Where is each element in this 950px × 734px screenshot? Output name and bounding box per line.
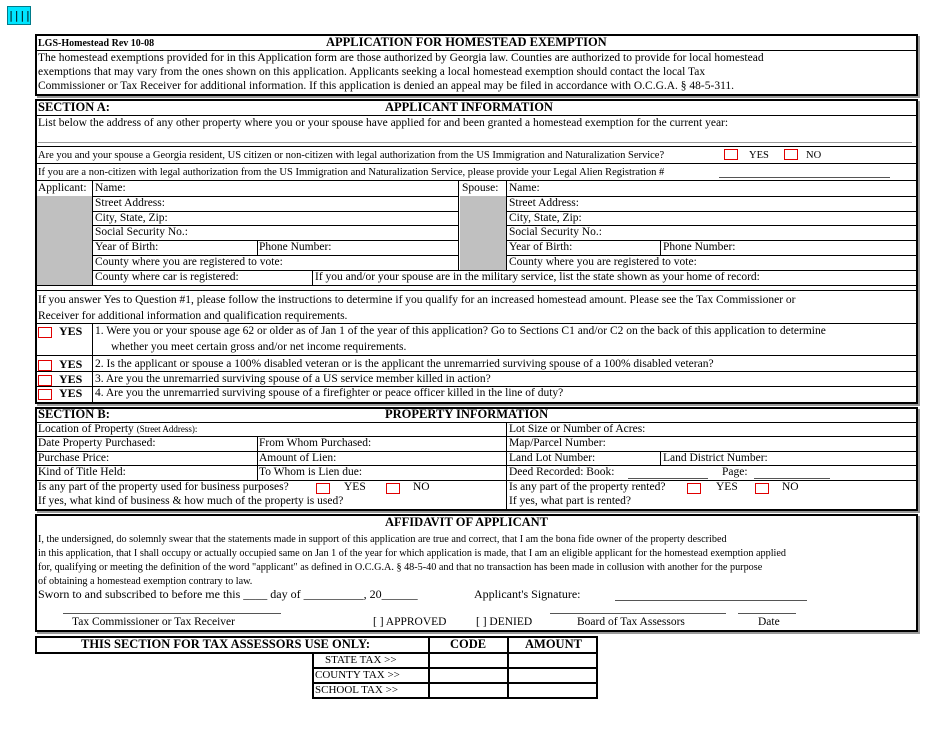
denied-option[interactable]: [ ] DENIED: [476, 616, 533, 628]
affidavit-line-2: in this application, that I shall occupy or actually occupied same on Jan 1 of the year for which application is made, that I am an eligible applicant for the homestead exemption applied: [38, 548, 786, 559]
spouse-name-field[interactable]: Name:: [509, 182, 540, 194]
business-no-checkbox[interactable]: [386, 483, 400, 494]
date-purchased-field[interactable]: Date Property Purchased:: [38, 437, 156, 449]
county-tax-label: COUNTY TAX >>: [315, 669, 400, 681]
spouse-city-field[interactable]: City, State, Zip:: [509, 212, 582, 224]
applicant-vote-county-field[interactable]: County where you are registered to vote:: [95, 256, 283, 268]
school-amount-cell[interactable]: [509, 684, 595, 696]
from-whom-field[interactable]: From Whom Purchased:: [259, 437, 372, 449]
q1-text: 1. Were you or your spouse age 62 or older as of Jan 1 of the year of this application? Go to Sections C1 and/or C2 on the back of this application to determine: [95, 325, 826, 337]
affidavit-line-3: for, qualifying or meeting the definition of the word "applicant" as defined in O.C.G.A. § 48-5-40 and that no transaction has been made in collusion with another for the purpose: [38, 562, 763, 573]
county-amount-cell[interactable]: [509, 669, 595, 681]
section-b-label: SECTION B:: [38, 407, 110, 421]
q2-yes-label: YES: [59, 357, 83, 371]
applicant-label: Applicant:: [38, 182, 87, 194]
form-id: LGS-Homestead Rev 10-08: [38, 38, 155, 49]
q4-yes-label: YES: [59, 386, 83, 400]
spouse-yob-field[interactable]: Year of Birth:: [509, 241, 573, 253]
tax-commissioner-label: Tax Commissioner or Tax Receiver: [72, 616, 235, 628]
other-property-field[interactable]: [38, 142, 912, 143]
applicant-city-field[interactable]: City, State, Zip:: [95, 212, 168, 224]
business-yes-label: YES: [344, 481, 366, 493]
rented-if-yes[interactable]: If yes, what part is rented?: [509, 495, 631, 507]
sworn-statement[interactable]: Sworn to and subscribed to before me this ____ day of __________, 20______: [38, 587, 418, 601]
amount-header: AMOUNT: [525, 637, 582, 651]
deed-page-field[interactable]: Page:: [722, 466, 748, 478]
state-tax-label: STATE TAX >>: [325, 654, 397, 666]
spouse-ssn-field[interactable]: Social Security No.:: [509, 226, 602, 238]
q2-text: 2. Is the applicant or spouse a 100% disabled veteran or is the applicant the unremarried surviving spouse of a 100% disabled veteran?: [95, 358, 714, 370]
military-state-field[interactable]: If you and/or your spouse are in the military service, list the state shown as your home of record:: [315, 271, 760, 283]
noncitizen-prompt: If you are a non-citizen with legal authorization from the US Immigration and Naturalization Service, please provide your Legal Alien Registration #: [38, 167, 665, 178]
rented-question: Is any part of the property rented?: [509, 481, 666, 493]
rented-no-checkbox[interactable]: [755, 483, 769, 494]
affidavit-line-1: I, the undersigned, do solemnly swear that the statements made in support of this application are true and correct, that I am the bona fide owner of the property described: [38, 534, 727, 545]
applicant-signature-line[interactable]: [615, 600, 807, 601]
state-code-cell[interactable]: [430, 654, 506, 666]
location-field[interactable]: Location of Property (Street Address):: [38, 423, 198, 435]
section-b-title: PROPERTY INFORMATION: [385, 407, 549, 421]
rented-yes-checkbox[interactable]: [687, 483, 701, 494]
page-title: APPLICATION FOR HOMESTEAD EXEMPTION: [326, 35, 607, 49]
spouse-street-field[interactable]: Street Address:: [509, 197, 579, 209]
board-signature-line[interactable]: [550, 613, 726, 614]
alien-registration-field[interactable]: [719, 177, 890, 178]
intro-line-1: The homestead exemptions provided for in this Application form are those authorized by Georgia law. Counties are authorized to provide for local homestead: [38, 52, 764, 64]
lien-to-field[interactable]: To Whom is Lien due:: [259, 466, 363, 478]
resident-no-checkbox[interactable]: [784, 149, 798, 160]
map-parcel-field[interactable]: Map/Parcel Number:: [509, 437, 606, 449]
rented-yes-label: YES: [716, 481, 738, 493]
spouse-phone-field[interactable]: Phone Number:: [663, 241, 736, 253]
applicant-street-field[interactable]: Street Address:: [95, 197, 165, 209]
q2-yes-checkbox[interactable]: [38, 360, 52, 371]
land-lot-field[interactable]: Land Lot Number:: [509, 452, 596, 464]
purchase-price-field[interactable]: Purchase Price:: [38, 452, 110, 464]
resident-yes-label: YES: [749, 150, 769, 161]
applicant-name-field[interactable]: Name:: [95, 182, 126, 194]
yes-note-line-1: If you answer Yes to Question #1, please follow the instructions to determine if you qualify for an increased homestead amount. Please see the Tax Commissioner or: [38, 294, 796, 306]
applicant-car-county-field[interactable]: County where car is registered:: [95, 271, 239, 283]
tax-commissioner-line[interactable]: [63, 613, 281, 614]
q1-yes-label: YES: [59, 324, 83, 338]
applicant-signature-label: Applicant's Signature:: [474, 587, 581, 601]
business-no-label: NO: [413, 481, 430, 493]
intro-line-2: exemptions that may vary from the ones shown on this application. Applicants seeking a local homestead exemption should contact the local Tax: [38, 66, 706, 78]
lien-amount-field[interactable]: Amount of Lien:: [259, 452, 337, 464]
q3-yes-checkbox[interactable]: [38, 375, 52, 386]
spouse-vote-county-field[interactable]: County where you are registered to vote:: [509, 256, 697, 268]
applicant-phone-field[interactable]: Phone Number:: [259, 241, 332, 253]
board-label: Board of Tax Assessors: [577, 616, 685, 628]
approved-option[interactable]: [ ] APPROVED: [373, 616, 447, 628]
q4-yes-checkbox[interactable]: [38, 389, 52, 400]
other-property-prompt: List below the address of any other property where you or your spouse have applied for and been granted a homestead exemption for the current year:: [38, 117, 729, 129]
applicant-yob-field[interactable]: Year of Birth:: [95, 241, 159, 253]
acres-field[interactable]: Lot Size or Number of Acres:: [509, 423, 646, 435]
business-yes-checkbox[interactable]: [316, 483, 330, 494]
school-code-cell[interactable]: [430, 684, 506, 696]
affidavit-line-4: of obtaining a homestead exemption contrary to law.: [38, 576, 253, 587]
yes-note-line-2: Receiver for additional information and qualification requirements.: [38, 310, 348, 322]
rented-no-label: NO: [782, 481, 799, 493]
q1-text-cont: whether you meet certain gross and/or net income requirements.: [111, 341, 407, 353]
title-kind-field[interactable]: Kind of Title Held:: [38, 466, 126, 478]
county-code-cell[interactable]: [430, 669, 506, 681]
affidavit-title: AFFIDAVIT OF APPLICANT: [385, 515, 548, 529]
q3-text: 3. Are you the unremarried surviving spouse of a US service member killed in action?: [95, 373, 491, 385]
land-district-field[interactable]: Land District Number:: [663, 452, 768, 464]
assessors-title: THIS SECTION FOR TAX ASSESSORS USE ONLY:: [81, 637, 371, 651]
q1-yes-checkbox[interactable]: [38, 327, 52, 338]
state-amount-cell[interactable]: [509, 654, 595, 666]
q3-yes-label: YES: [59, 372, 83, 386]
resident-yes-checkbox[interactable]: [724, 149, 738, 160]
resident-no-label: NO: [806, 150, 822, 161]
resident-question: Are you and your spouse a Georgia resident, US citizen or non-citizen with legal authorization from the US Immigration and Naturalization Service?: [38, 150, 665, 161]
deed-book-field[interactable]: Deed Recorded: Book:: [509, 466, 615, 478]
spouse-label: Spouse:: [462, 182, 499, 194]
intro-line-3: Commissioner or Tax Receiver for additional information. If this application is denied an appeal may be filed in accordance with O.C.G.A. § 48-5-311.: [38, 80, 735, 92]
section-a-title: APPLICANT INFORMATION: [385, 100, 553, 114]
barcode-icon: ||||: [7, 6, 31, 25]
applicant-ssn-field[interactable]: Social Security No.:: [95, 226, 188, 238]
business-if-yes[interactable]: If yes, what kind of business & how much of the property is used?: [38, 495, 344, 507]
date-label: Date: [758, 616, 780, 628]
section-a-label: SECTION A:: [38, 100, 110, 114]
business-question: Is any part of the property used for business purposes?: [38, 481, 289, 493]
school-tax-label: SCHOOL TAX >>: [315, 684, 399, 696]
q4-text: 4. Are you the unremarried surviving spouse of a firefighter or peace officer killed in the line of duty?: [95, 387, 564, 399]
code-header: CODE: [450, 637, 487, 651]
date-line[interactable]: [738, 613, 796, 614]
